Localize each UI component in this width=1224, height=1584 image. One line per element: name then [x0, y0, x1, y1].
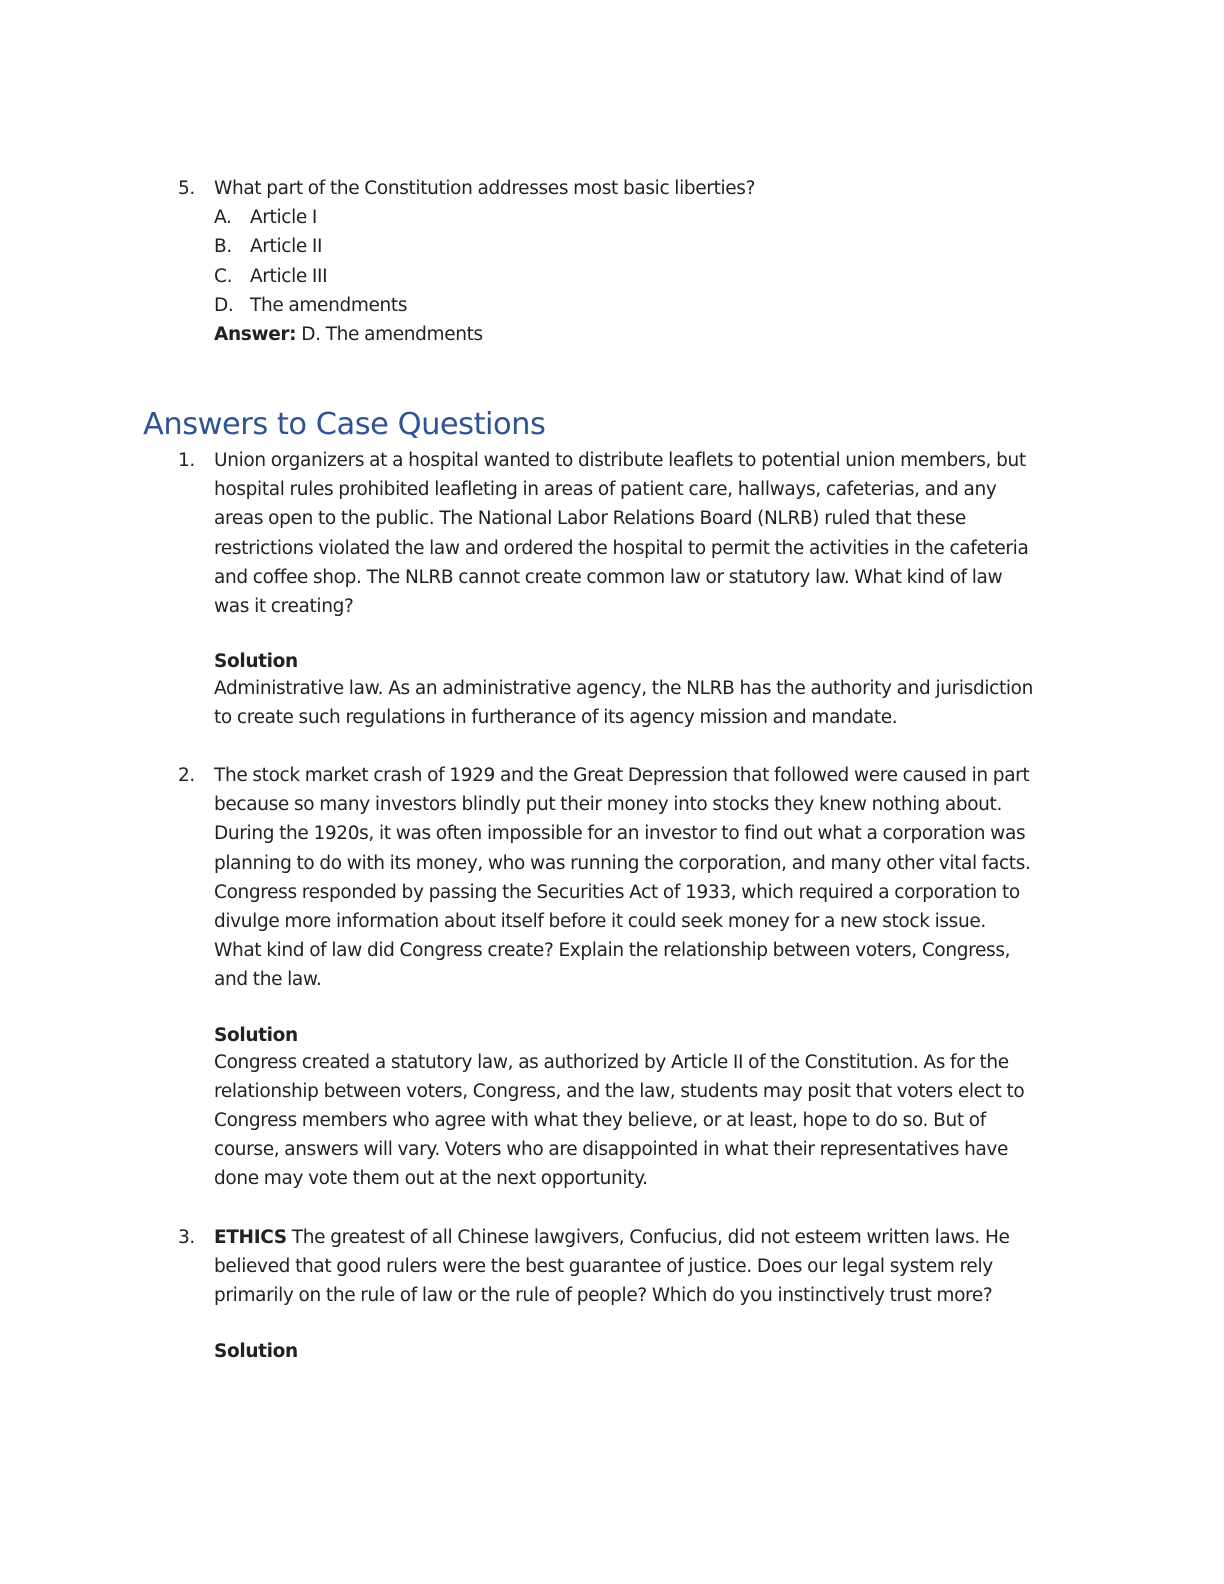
solution-label: Solution [214, 651, 298, 673]
solution-label: Solution [214, 1340, 298, 1362]
solution-label: Solution [214, 1024, 298, 1046]
case-question-line: because so many investors blindly put their money into stocks they knew nothing about. [214, 794, 1002, 816]
multiple-choice-question [178, 174, 1078, 349]
case-body [214, 446, 1064, 733]
case-question-line: divulge more information about itself before it could seek money for a new stock issue. [214, 910, 986, 932]
case-question-line: and coffee shop. The NLRB cannot create common law or statutory law. What kind of law [214, 566, 1003, 588]
case-question-line [214, 1223, 1064, 1252]
case-question-line: restrictions violated the law and ordered the hospital to permit the activities in the cafeteria [214, 537, 1029, 559]
question-text: What part of the Constitution addresses most basic liberties? [214, 178, 756, 199]
case-body [214, 761, 1064, 1193]
option-a [178, 203, 1078, 232]
case-question-line: The stock market crash of 1929 and the Great Depression that followed were caused in part [214, 765, 1030, 786]
solution-line: to create such regulations in furtherance of its agency mission and mandate. [214, 707, 898, 729]
solution-line: done may vote them out at the next opportunity. [214, 1168, 648, 1190]
option-b [178, 232, 1078, 261]
answer-row [178, 320, 1078, 349]
solution-line: relationship between voters, Congress, and the law, students may posit that voters elect to [214, 1080, 1025, 1102]
solution-line: Congress members who agree with what they believe, or at least, hope to do so. But of [214, 1109, 986, 1131]
case-number: 2. [178, 765, 195, 786]
case-question-line: areas open to the public. The National Labor Relations Board (NLRB) ruled that these [214, 508, 966, 530]
solution-line: Administrative law. As an administrative agency, the NLRB has the authority and jurisdiction [214, 678, 1033, 700]
case-question-line: Union organizers at a hospital wanted to distribute leaflets to potential union members, but [214, 450, 1026, 471]
solution-line: Congress created a statutory law, as authorized by Article II of the Constitution. As for the [214, 1051, 1009, 1073]
case-number: 3. [178, 1227, 195, 1248]
option-d [178, 291, 1078, 320]
case-question-line: During the 1920s, it was often impossible for an investor to find out what a corporation was [214, 823, 1026, 845]
option-text: The amendments [250, 294, 408, 316]
case-body [214, 1223, 1064, 1364]
case-question-line: Congress responded by passing the Securities Act of 1933, which required a corporation to [214, 881, 1020, 903]
option-letter: A. [214, 207, 232, 229]
case-question-line: hospital rules prohibited leafleting in areas of patient care, hallways, cafeterias, and any [214, 479, 997, 501]
question-number: 5. [178, 178, 195, 199]
question-row [178, 174, 1078, 203]
option-letter: D. [214, 294, 234, 316]
solution-line: course, answers will vary. Voters who are disappointed in what their representatives have [214, 1139, 1009, 1161]
option-c [178, 262, 1078, 291]
option-text: Article III [250, 265, 328, 287]
answer-label: Answer: [214, 323, 297, 345]
case-question-line: What kind of law did Congress create? Explain the relationship between voters, Congress, [214, 940, 1011, 962]
case-question-line: primarily on the rule of law or the rule of people? Which do you instinctively trust more? [214, 1285, 993, 1307]
case-question-line: was it creating? [214, 595, 354, 617]
option-letter: B. [214, 236, 232, 258]
answer-line [214, 320, 483, 349]
section-heading: Answers to Case Questions [143, 407, 546, 442]
option-text: Article I [250, 207, 318, 229]
case-question-line: believed that good rulers were the best guarantee of justice. Does our legal system rely [214, 1256, 993, 1278]
case-question-line: and the law. [214, 969, 322, 991]
answer-text: D. The amendments [296, 323, 483, 345]
case-question-text: The greatest of all Chinese lawgivers, Confucius, did not esteem written laws. He [286, 1227, 1010, 1248]
option-text: Article II [250, 236, 323, 258]
case-number: 1. [178, 450, 195, 471]
option-letter: C. [214, 265, 233, 287]
ethics-label: ETHICS [214, 1227, 287, 1248]
case-question-line: planning to do with its money, who was running the corporation, and many other vital facts. [214, 852, 1031, 874]
